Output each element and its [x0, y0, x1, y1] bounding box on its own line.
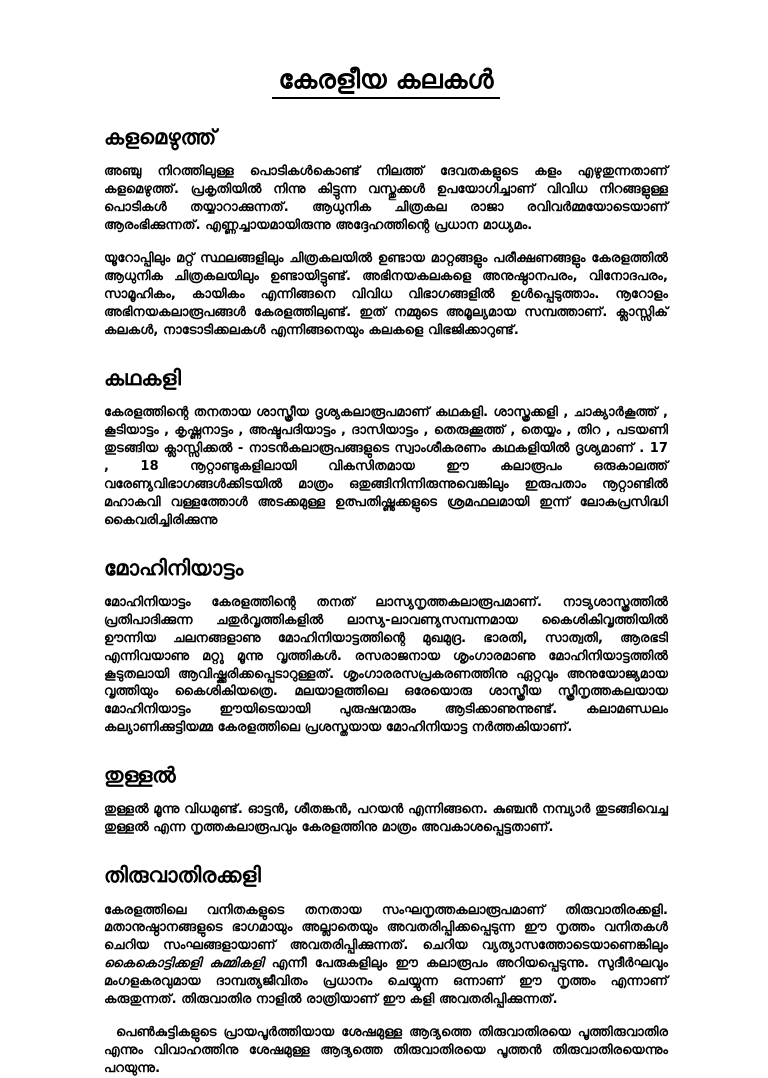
section-heading: തുള്ളൽ: [104, 763, 176, 788]
section-thiruvathirakkali: [104, 863, 668, 1078]
paragraph: തുള്ളൽ മൂന്നു വിധമുണ്ട്. ഓട്ടൻ, ശീതങ്കൻ, പറയൻ എന്നിങ്ങനെ. കുഞ്ചൻ നമ്പ്യാർ തുടങ്ങിവെച്ച തുള്ളൽ എന്ന നൃത്തകലാരൂപവും കേരളത്തിനു മാത്രം അവകാശപ്പെട്ടതാണ്.: [104, 802, 668, 836]
page-title-text: കേരളീയ കലകൾ: [272, 65, 499, 99]
section-heading: തിരുവാതിരക്കളി: [104, 863, 261, 888]
section-thullal: [104, 763, 668, 837]
paragraph-text: എന്നീ പേരുകളിലും ഈ കലാരൂപം അറിയപ്പെടുന്നു. സുദീർഘവും മംഗളകരവുമായ ദാമ്പത്യജീവിതം പ്രധാനം ചെയ്യുന്ന ഒന്നാണ് ഈ നൃത്തം എന്നാണ് കരുതുന്നത്. തിരുവാതിര നാളിൽ രാത്രിയാണ് ഈ കളി അവതരിപ്പിക്കുന്നത്.: [104, 956, 669, 1008]
section-mohiniyattam: [104, 556, 668, 738]
section-kalamezhuthu: [104, 125, 668, 340]
paragraph-italic-terms: കൈകൊട്ടിക്കളി കുമ്മികളി: [104, 956, 264, 972]
section-kathakali: [104, 366, 668, 530]
section-heading: കളമെഴുത്ത്: [104, 125, 217, 150]
section-heading: കഥകളി: [104, 365, 181, 390]
paragraph: യൂറോപ്പിലും മറ്റ് സ്ഥലങ്ങളിലും ചിത്രകലയിൽ ഉണ്ടായ മാറ്റങ്ങളും പരീക്ഷണങ്ങളും കേരളത്തിൽ ആധുനിക ചിത്രകലയിലും ഉണ്ടായിട്ടുണ്ട്. അഭിനയകലകളെ അനുഷ്ഠാനപരം, വിനോദപരം, സാമൂഹികം, കായികം എന്നിങ്ങനെ വിവിധ വിഭാഗങ്ങളിൽ ഉൾപ്പെടുത്താം. നൂറോളം അഭിനയകലാരൂപങ്ങൾ കേരളത്തിലുണ്ട്. ഇത് നമ്മുടെ അമൂല്യമായ സമ്പത്താണ്. ക്ലാസ്സിക് കലകൾ, നാടോടിക്കലകൾ എന്നിങ്ങനെയും കലകളെ വിഭജിക്കാറുണ്ട്.: [104, 251, 668, 338]
paragraph: പെൺകുട്ടികളുടെ പ്രായപൂർത്തിയായ ശേഷമുള്ള ആദ്യത്തെ തിരുവാതിരയെ പൂത്തിരുവാതിര എന്നും വിവാഹത്തിനു ശേഷമുള്ള ആദ്യത്തെ തിരുവാതിരയെ പൂത്തൻ തിരുവാതിരയെന്നും പറയുന്നു.: [104, 1025, 668, 1076]
page-title: [104, 58, 668, 99]
paragraph: കേരളത്തിന്റെ തനതായ ശാസ്ത്രീയ ദൃശ്യകലാരൂപമാണ് കഥകളി. ശാസ്ത്രക്കളി , ചാക്യാർകൂത്ത് , കൂടിയാട്ടം , കൃഷ്ണനാട്ടം , അഷ്ടപദിയാട്ടം , ദാസിയാട്ടം , തെരുക്കൂത്ത് , തെയ്യം , തിറ , പടയണി തുടങ്ങിയ ക്ലാസ്സിക്കൽ - നാടൻകലാരൂപങ്ങളുടെ സ്വാംശീകരണം കഥകളിയിൽ ദൃശ്യമാണ് . 17 , 18 നൂറ്റാണ്ടുകളിലായി വികസിതമായ ഈ കലാരൂപം ഒരുകാലത്ത് വരേണ്യവിഭാഗങ്ങൾക്കിടയിൽ മാത്രം ഒതുങ്ങിനിന്നിരുന്നുവെങ്കിലും ഇരുപതാം നൂറ്റാണ്ടിൽ മഹാകവി വള്ളത്തോൾ അടക്കമുള്ള ഉത്പതിഷ്ണുക്കളുടെ ശ്രമഫലമായി ഇന്ന് ലോകപ്രസിദ്ധി കൈവരിച്ചിരിക്കുന്നു: [104, 405, 668, 528]
paragraph: മോഹിനിയാട്ടം കേരളത്തിന്റെ തനത് ലാസ്യനൃത്തകലാരൂപമാണ്. നാട്യശാസ്ത്രത്തിൽ പ്രതിപാദിക്കുന്ന ചതുർവൃത്തികളിൽ ലാസ്യ-ലാവണ്യസമ്പന്നമായ കൈശികിവൃത്തിയിൽ ഊന്നിയ ചലനങ്ങളാണു മോഹിനിയാട്ടത്തിന്റെ മുഖമുദ്ര. ഭാരതി, സാത്വതി, ആരഭടി എന്നിവയാണു മറ്റു മൂന്നു വൃത്തികൾ. രസരാജനായ ശൃംഗാരമാണു മോഹിനിയാട്ടത്തിൽ കൂടുതലായി ആവിഷ്ക്കരിക്കപ്പെടാറുള്ളത്. ശൃംഗാരരസപ്രകരണത്തിനു ഏറ്റവും അനുയോജ്യമായ വൃത്തിയും കൈശികിയത്രെ. മലയാളത്തിലെ ഒരേയൊരു ശാസ്ത്രീയ സ്ത്രീനൃത്തകലയായ മോഹിനിയാട്ടം ഈയിടെയായി പുരുഷന്മാരും ആടിക്കാണുന്നുണ്ട്. കലാമണ്ഡലം കല്യാണിക്കുട്ടിയമ്മ കേരളത്തിലെ പ്രശസ്തയായ മോഹിനിയാട്ട നർത്തകിയാണ്.: [104, 594, 668, 736]
section-heading: മോഹിനിയാട്ടം: [104, 555, 244, 580]
paragraph: [104, 902, 668, 1010]
paragraph-text: കേരളത്തിലെ വനിതകളുടെ തനതായ സംഘനൃത്തകലാരൂപമാണ് തിരുവാതിരക്കളി. മതാനുഷ്ഠാനങ്ങളുടെ ഭാഗമായും അല്ലാതെയും അവതരിപ്പിക്കപ്പെടുന്ന ഈ നൃത്തം വനിതകൾ ചെറിയ സംഘങ്ങളായാണ് അവതരിപ്പിക്കുന്നത്. ചെറിയ വ്യത്യാസത്തോടെയാണെങ്കിലും: [104, 902, 668, 954]
paragraph: അഞ്ചു നിറത്തിലുള്ള പൊടികൾകൊണ്ട് നിലത്ത് ദേവതകളുടെ കളം എഴുതുന്നതാണ് കളമെഴുത്ത്. പ്രകൃതിയിൽ നിന്നു കിട്ടുന്ന വസ്തുക്കൾ ഉപയോഗിച്ചാണ് വിവിധ നിറങ്ങളുള്ള പൊടികൾ തയ്യാറാക്കുന്നത്. ആധുനിക ചിത്രകല രാജാ രവിവർമ്മയോടെയാണ് ആരംഭിക്കുന്നത്. എണ്ണച്ചായമായിരുന്നു അദ്ദേഹത്തിന്റെ പ്രധാന മാധ്യമം.: [104, 164, 668, 234]
